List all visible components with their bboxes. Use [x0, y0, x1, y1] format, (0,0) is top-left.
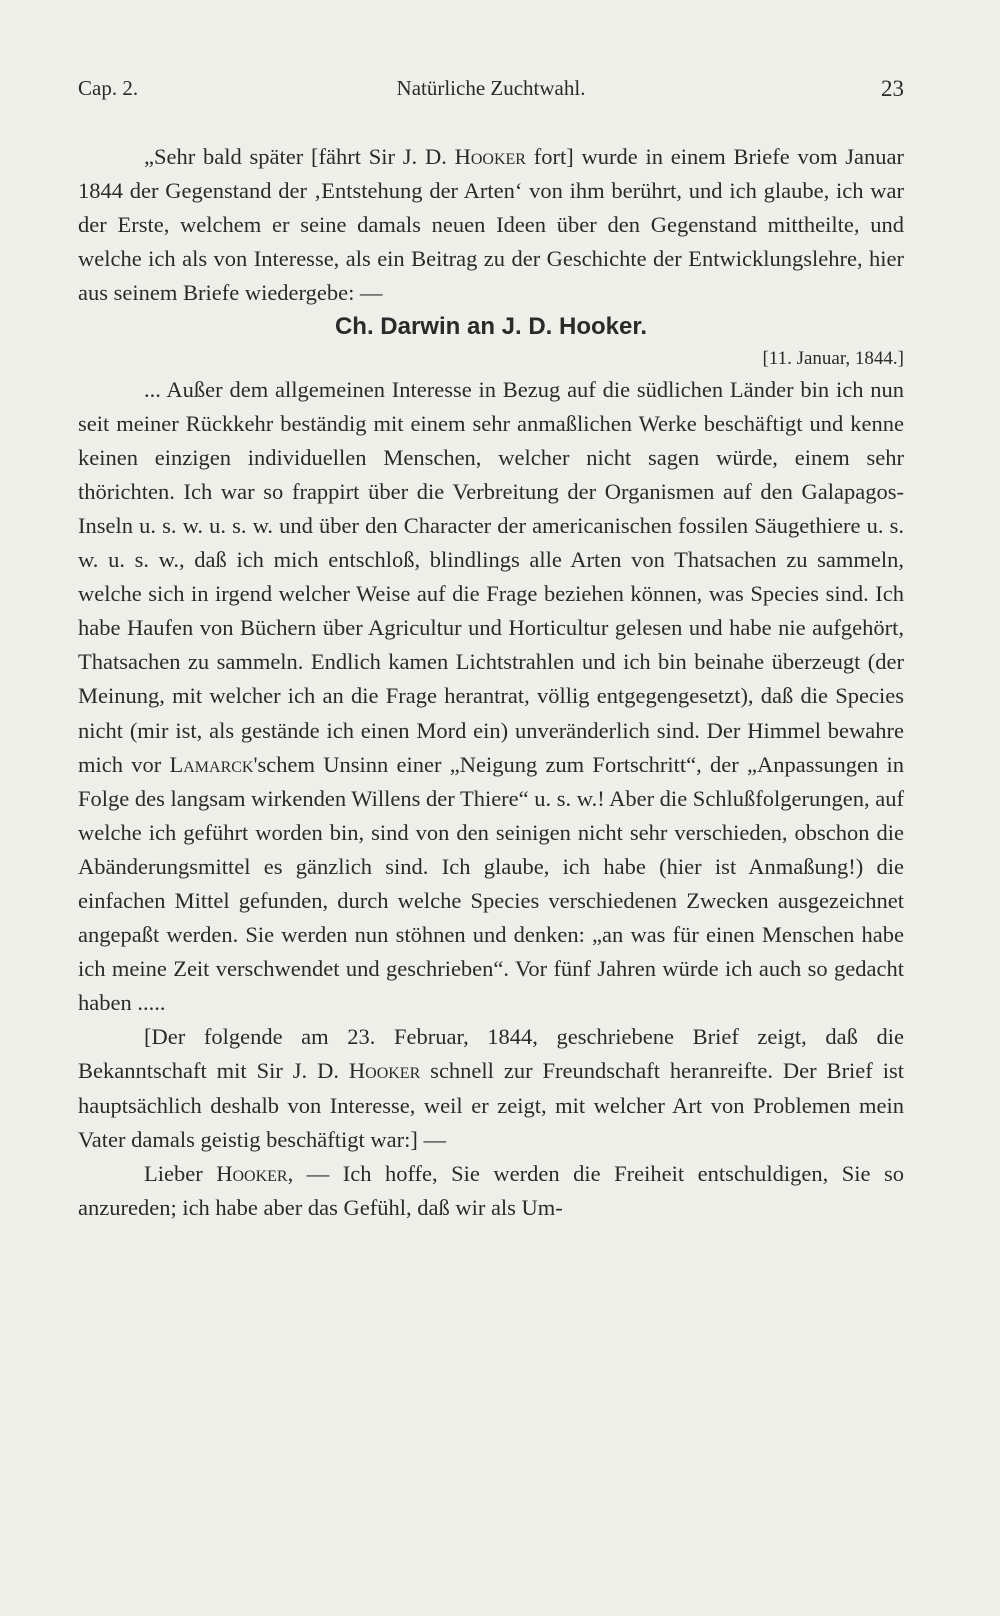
- paragraph-editorial-note: [Der folgende am 23. Februar, 1844, geschriebene Brief zeigt, daß die Bekanntschaft mit Sir J. D. Hooker schnell zur Freundschaft heranreifte. Der Brief ist hauptsächlich deshalb von Interesse, weil er zeigt, mit welcher Art von Problemen mein Vater damals geistig beschäftigt war:] —: [78, 1024, 904, 1152]
- paragraph-letter-text: ... Außer dem allgemeinen Interesse in Bezug auf die südlichen Länder bin ich nun seit meiner Rückkehr beständig mit einem sehr anmaßlichen Werke beschäftigt und kenne keinen einzigen individuellen Menschen, welcher nicht sagen würde, einem sehr thörichten. Ich war so frappirt über die Verbreitung der Organismen auf den Galapagos-Inseln u. s. w. u. s. w. und über den Character der americanischen fossilen Säugethiere u. s. w. u. s. w., daß ich mich entschloß, blindlings alle Arten von Thatsachen zu sammeln, welche sich in irgend welcher Weise auf die Frage beziehen können, was Species sind. Ich habe Haufen von Büchern über Agricultur und Horticultur gelesen und habe nie aufgehört, Thatsachen zu sammeln. Endlich kamen Lichtstrahlen und ich bin beinahe überzeugt (der Meinung, mit welcher ich an die Frage herantrat, völlig entgegengesetzt), daß die Species nicht (mir ist, als gestände ich einen Mord ein) unveränderlich sind. Der Himmel bewahre mich vor Lamarck'schem Unsinn einer „Neigung zum Fortschritt“, der „Anpassungen in Folge des langsam wirkenden Willens der Thiere“ u. s. w.! Aber die Schlußfolgerungen, auf welche ich geführt worden bin, sind von den seinigen nicht sehr verschieden, obschon die Abänderungsmittel es gänzlich sind. Ich glaube, ich habe (hier ist Anmaßung!) die einfachen Mittel gefunden, durch welche Species verschiedenen Zwecken ausgezeichnet angepaßt werden. Sie werden nun stöhnen und denken: „an was für einen Menschen habe ich meine Zeit verschwendet und geschrieben“. Vor fünf Jahren würde ich auch so gedacht haben .....: [78, 376, 904, 1016]
- name-hooker: Hooker: [454, 144, 526, 169]
- paragraph-letter-salutation: Lieber Hooker, — Ich hoffe, Sie werden die Freiheit entschuldigen, Sie so anzureden; ich habe aber das Gefühl, daß wir als Um-: [78, 1160, 904, 1220]
- running-title: Natürliche Zuchtwahl.: [396, 76, 586, 100]
- chapter-label: Cap. 2.: [78, 76, 139, 100]
- name-lamarck: Lamarck: [169, 751, 254, 777]
- page-body: [78, 140, 904, 1225]
- name-hooker: Hooker: [216, 1160, 288, 1186]
- page-number: 23: [881, 76, 904, 101]
- letter-heading: Ch. Darwin an J. D. Hooker.: [334, 313, 648, 341]
- name-hooker: Hooker: [348, 1058, 421, 1084]
- running-header: [78, 76, 904, 110]
- letter-date: [11. Januar, 1844.]: [762, 347, 904, 369]
- paragraph-hooker-quote: „Sehr bald später [fährt Sir J. D. Hooker fort] wurde in einem Briefe vom Januar 1844 der Gegenstand der ‚Entstehung der Arten‘ von ihm berührt, und ich glaube, ich war der Erste, welchem er seine damals neuen Ideen über den Gegenstand mittheilte, und welche ich als von Interesse, als ein Beitrag zu der Geschichte der Entwicklungslehre, hier aus seinem Briefe wiedergebe: —: [78, 144, 904, 306]
